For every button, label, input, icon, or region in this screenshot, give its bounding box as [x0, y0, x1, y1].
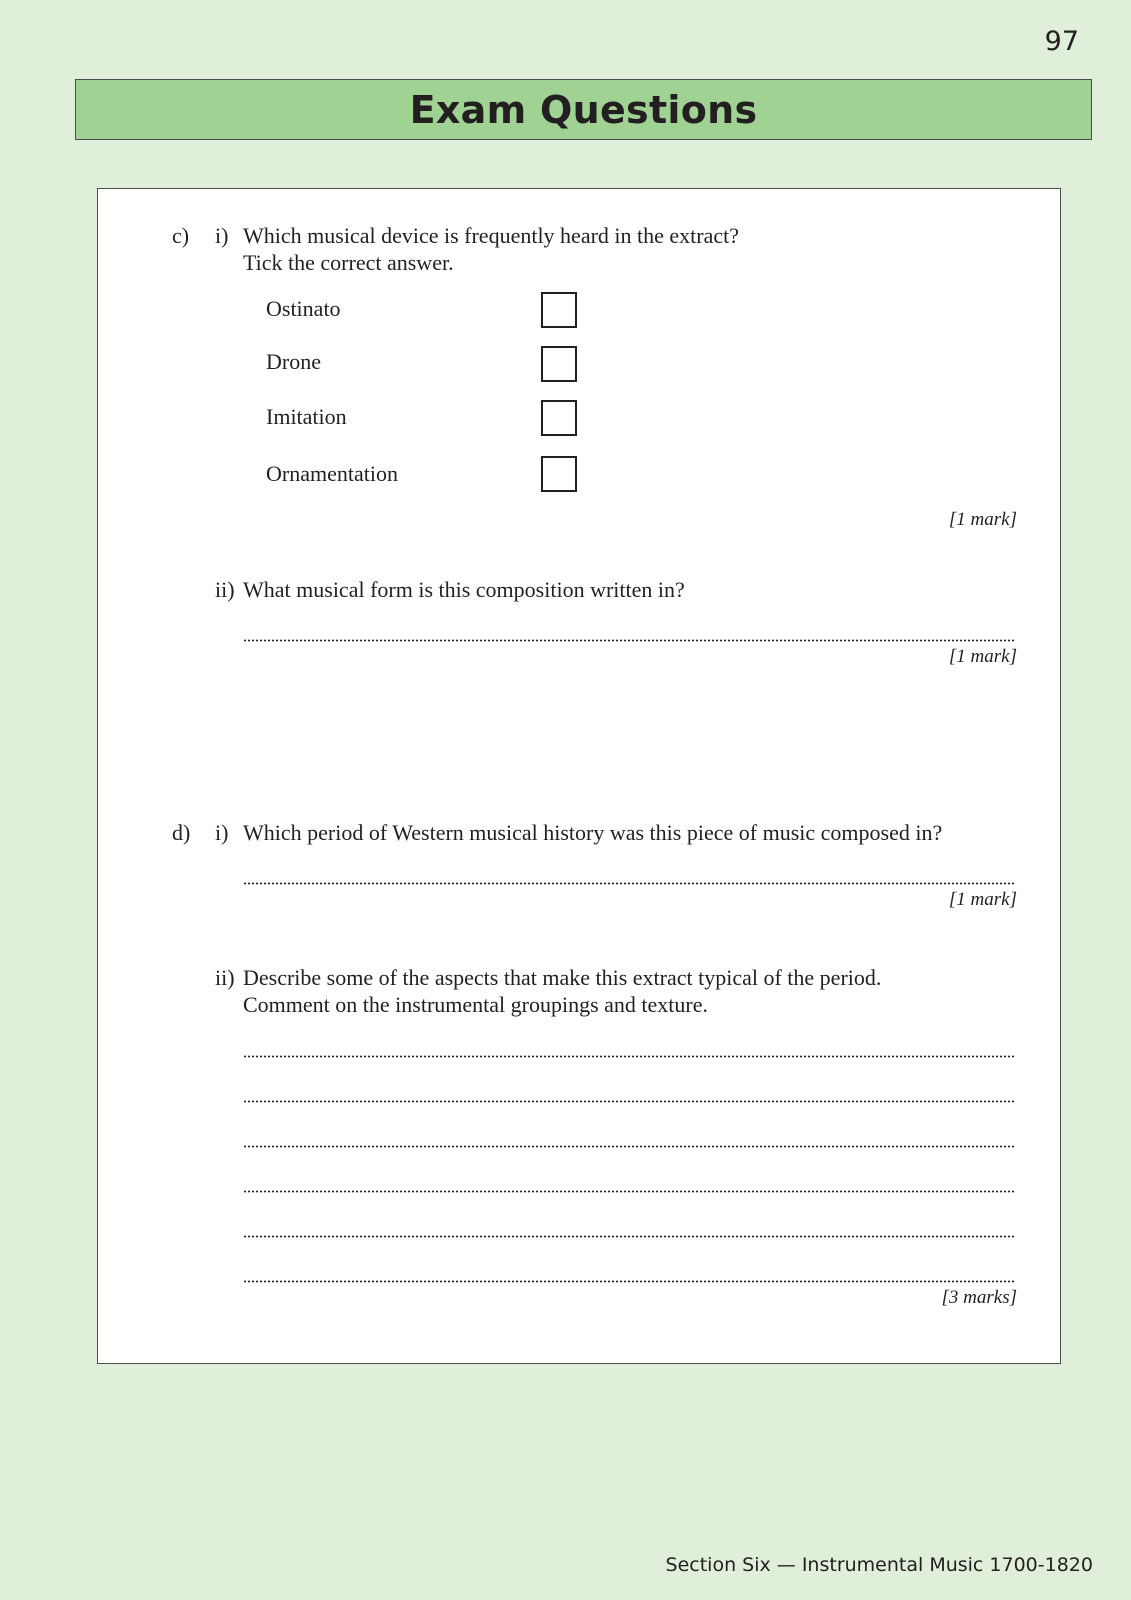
answer-line-d-i[interactable] [243, 882, 1016, 885]
answer-line-d-ii-5[interactable] [243, 1235, 1016, 1238]
question-c-i-text: Which musical device is frequently heard in the extract? [243, 223, 740, 248]
tick-box-imitation[interactable] [541, 400, 577, 436]
question-d-ii-text: Describe some of the aspects that make this extract typical of the period. [243, 965, 882, 990]
question-d-i-text: Which period of Western musical history was this piece of music composed in? [243, 820, 943, 845]
marks-c-i: [1 mark] [948, 509, 1017, 530]
section-footer: Section Six — Instrumental Music 1700-1820 [665, 1554, 1093, 1576]
marks-d-ii: [3 marks] [941, 1287, 1017, 1308]
answer-line-d-ii-2[interactable] [243, 1100, 1016, 1103]
page-title: Exam Questions [409, 87, 758, 132]
question-d-ii-instruction: Comment on the instrumental groupings and texture. [243, 992, 708, 1017]
question-box [97, 188, 1061, 1364]
option-label-ornamentation: Ornamentation [266, 461, 398, 486]
question-c-i-instruction: Tick the correct answer. [243, 250, 454, 275]
option-label-imitation: Imitation [266, 404, 347, 429]
question-c-label: c) [172, 223, 190, 248]
question-d-i-number: i) [215, 820, 229, 845]
question-d-label: d) [172, 820, 191, 845]
question-c-i-number: i) [215, 223, 229, 248]
answer-line-d-ii-6[interactable] [243, 1280, 1016, 1283]
answer-line-c-ii[interactable] [243, 639, 1016, 642]
tick-box-ostinato[interactable] [541, 292, 577, 328]
option-label-ostinato: Ostinato [266, 296, 341, 321]
tick-box-ornamentation[interactable] [541, 456, 577, 492]
title-banner [75, 79, 1092, 140]
tick-box-drone[interactable] [541, 346, 577, 382]
question-d-ii-number: ii) [215, 965, 235, 990]
marks-c-ii: [1 mark] [948, 646, 1017, 667]
page-number: 97 [1044, 26, 1079, 57]
question-c-ii-number: ii) [215, 577, 235, 602]
question-c-ii-text: What musical form is this composition written in? [243, 577, 685, 602]
option-label-drone: Drone [266, 349, 321, 374]
marks-d-i: [1 mark] [948, 889, 1017, 910]
answer-line-d-ii-4[interactable] [243, 1190, 1016, 1193]
answer-line-d-ii-3[interactable] [243, 1145, 1016, 1148]
answer-line-d-ii-1[interactable] [243, 1055, 1016, 1058]
